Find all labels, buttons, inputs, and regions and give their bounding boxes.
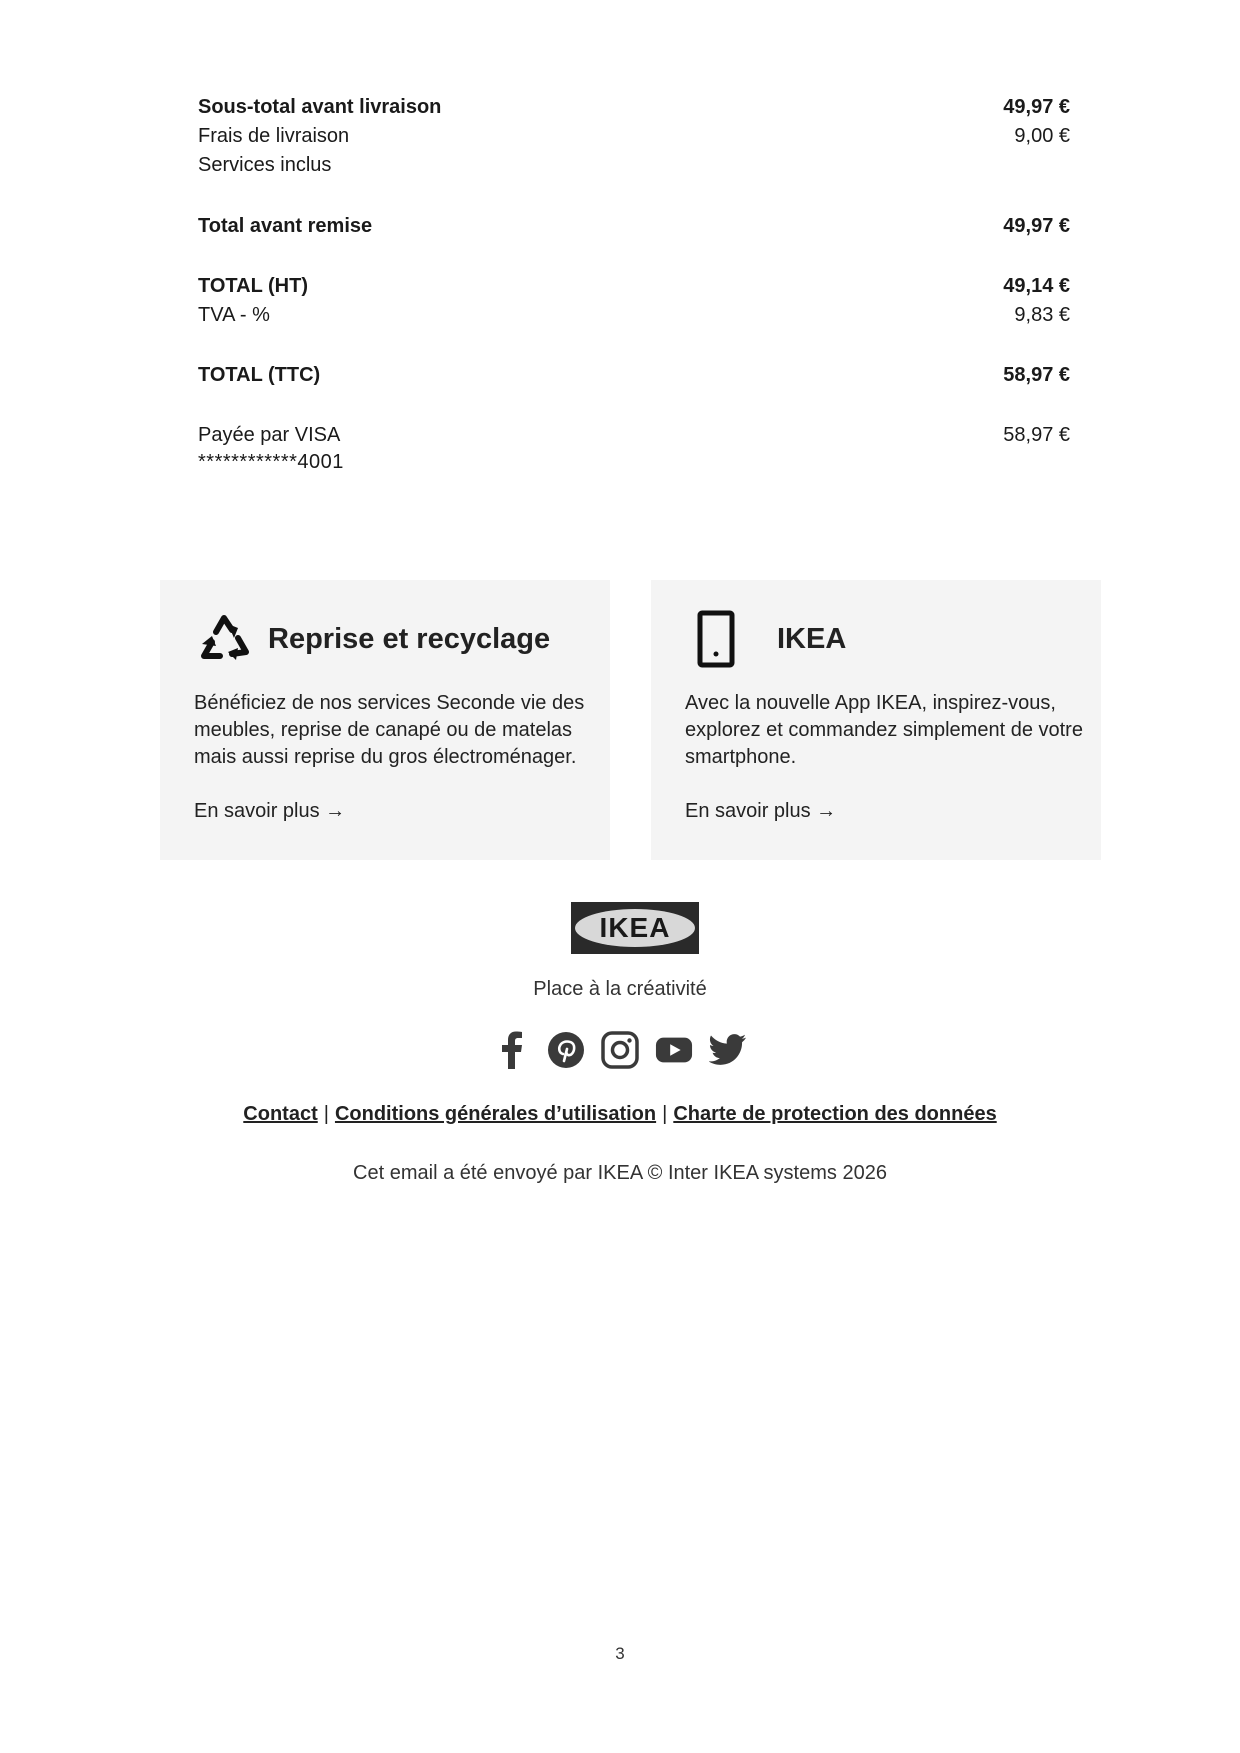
smartphone-icon <box>685 608 747 670</box>
svg-text:IKEA: IKEA <box>599 912 671 943</box>
vat-value: 9,83 € <box>1014 304 1070 326</box>
subtotal-label: Sous-total avant livraison <box>198 96 442 118</box>
promo-title: IKEA <box>777 622 847 655</box>
page-number: 3 <box>615 1644 625 1663</box>
recycle-icon <box>194 608 256 670</box>
services-row <box>198 154 1070 183</box>
total-before-discount-row <box>198 215 1070 244</box>
youtube-icon[interactable] <box>655 1030 693 1070</box>
total-ttc-label: TOTAL (TTC) <box>198 364 321 386</box>
services-label: Services inclus <box>198 154 332 176</box>
promo-app <box>651 580 1101 860</box>
total-before-discount-label: Total avant remise <box>198 215 373 237</box>
tagline: Place à la créativité <box>533 978 707 1000</box>
total-ttc-value: 58,97 € <box>1003 364 1070 386</box>
delivery-row <box>198 125 1070 154</box>
copyright-text: Cet email a été envoyé par IKEA © Inter IKEA systems 2026 <box>353 1162 887 1184</box>
card-number: ************4001 <box>198 451 344 473</box>
promo-title: Reprise et recyclage <box>268 622 551 655</box>
terms-link[interactable]: Conditions générales d’utilisation <box>334 1103 657 1125</box>
subtotal-value: 49,97 € <box>1003 96 1070 118</box>
learn-more-link[interactable]: En savoir plus → <box>685 800 837 822</box>
promo-body: Bénéficiez de nos services Seconde vie des meubles, reprise de canapé ou de matelas mais aussi reprise du gros électroménager. <box>194 692 585 768</box>
promo-recycling <box>160 580 610 860</box>
privacy-link[interactable]: Charte de protection des données <box>673 1103 997 1125</box>
order-summary <box>198 96 1070 474</box>
pinterest-icon[interactable] <box>547 1030 585 1070</box>
ikea-logo[interactable] <box>571 902 699 954</box>
link-separator: | <box>323 1103 329 1125</box>
total-before-discount-value: 49,97 € <box>1003 215 1070 237</box>
payment-row <box>198 424 1070 453</box>
promo-body: Avec la nouvelle App IKEA, inspirez-vous, explorez et commandez simplement de votre smartphone. <box>685 692 1083 768</box>
footer-links <box>0 1103 1240 1126</box>
link-separator: | <box>662 1103 668 1125</box>
total-ht-row <box>198 275 1070 304</box>
contact-link[interactable]: Contact <box>243 1103 318 1125</box>
subtotal-row <box>198 96 1070 125</box>
vat-label: TVA - % <box>198 304 270 326</box>
delivery-label: Frais de livraison <box>198 125 350 147</box>
vat-row <box>198 304 1070 333</box>
payment-value: 58,97 € <box>1003 424 1070 446</box>
total-ttc-row <box>198 364 1070 393</box>
total-ht-value: 49,14 € <box>1003 275 1070 297</box>
delivery-value: 9,00 € <box>1014 125 1070 147</box>
twitter-icon[interactable] <box>709 1030 747 1070</box>
social-links <box>0 1030 1240 1070</box>
payment-label: Payée par VISA <box>198 424 341 446</box>
total-ht-label: TOTAL (HT) <box>198 275 308 297</box>
instagram-icon[interactable] <box>601 1030 639 1070</box>
learn-more-link[interactable]: En savoir plus → <box>194 800 346 822</box>
facebook-icon[interactable] <box>493 1030 531 1070</box>
